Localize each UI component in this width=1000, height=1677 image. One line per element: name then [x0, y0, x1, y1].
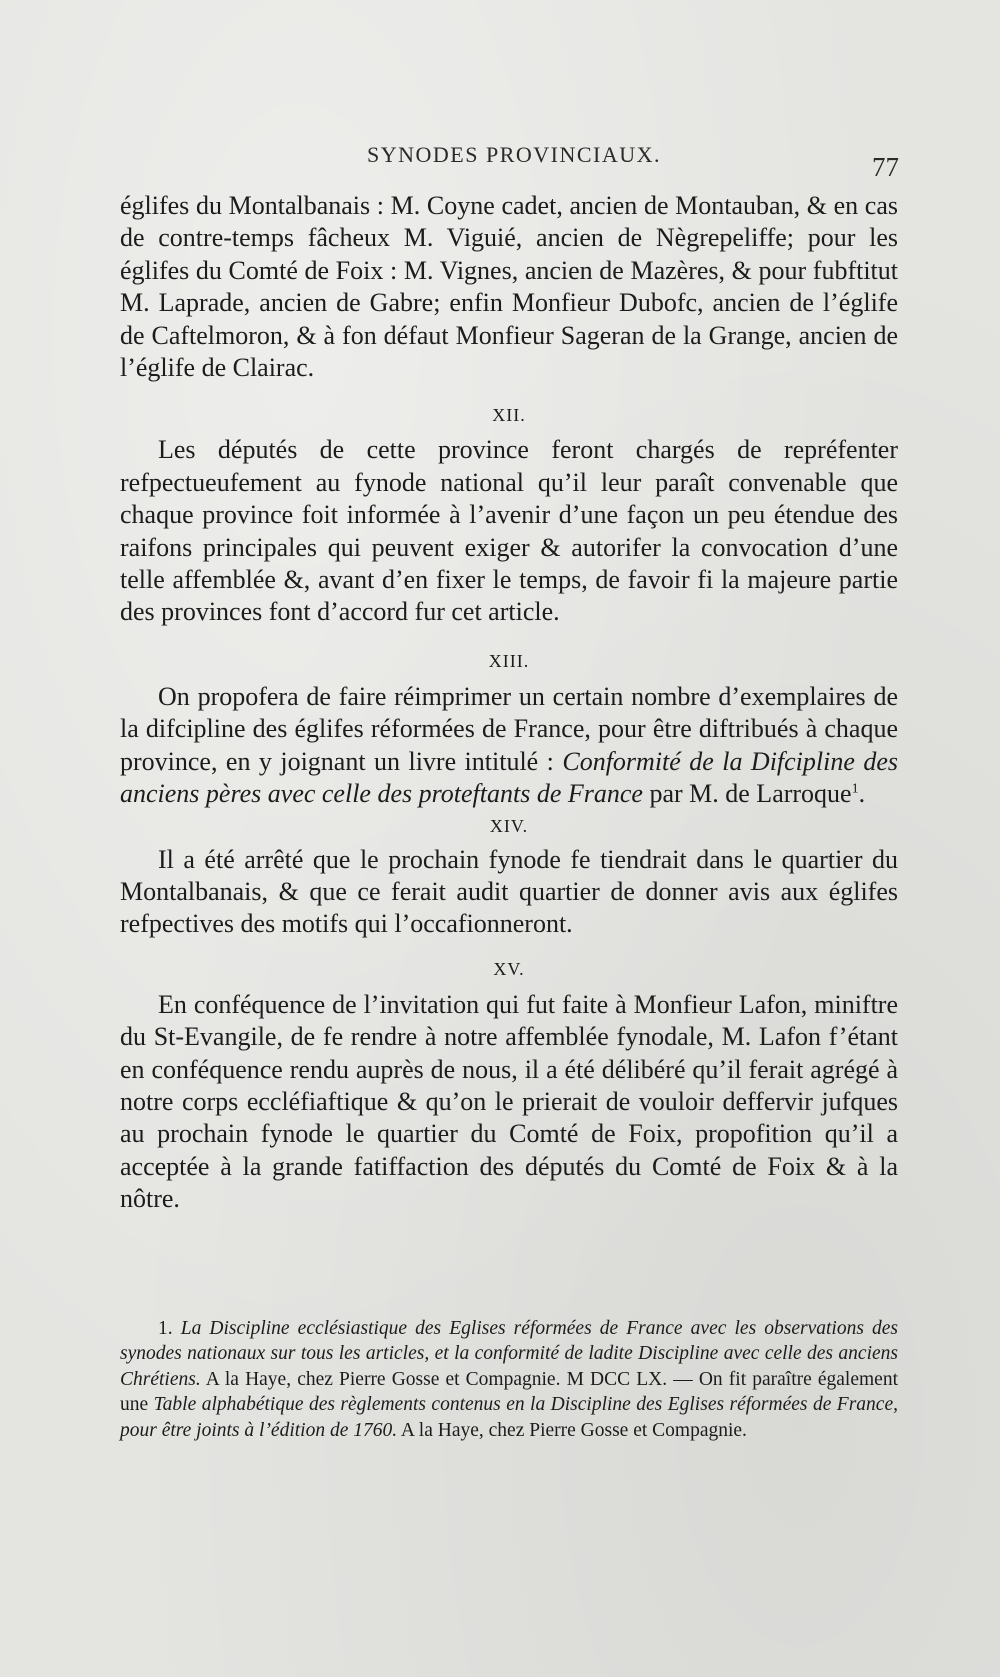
section-paragraph-xiv: Il a été arrêté que le prochain fynode fe tiendrait dans le quartier du Montalbanais, & que ce ferait audit quartier de donner avis aux églifes refpectives des motifs qui l’occafionneront. — [120, 844, 898, 939]
section-paragraph-xiii — [120, 681, 898, 811]
paragraph-end: . — [858, 779, 866, 809]
continued-paragraph: églifes du Montalbanais : M. Coyne cadet, ancien de Montauban, & en cas de contre-temps fâcheux M. Viguié, ancien de Nègrepeliffe; pour les églifes du Comté de Foix : M. Vignes, ancien de Mazères, & pour fubftitut M. Laprade, ancien de Gabre; enfin Monfieur Dubofc, ancien de l’églife de Caftelmoron, & à fon défaut Monfieur Sageran de la Grange, ancien de l’églife de Clairac. — [120, 191, 898, 383]
footnote-italic-title-2: Table alphabétique des règlements contenus en la Discipline des Eglises réformées de France, pour être joints à l’édition de 1760. — [120, 1394, 898, 1441]
section-heading-xii: XII. — [492, 405, 526, 426]
book-title-italic: Conformité de la Difcipline des anciens pères avec celle des proteftants de France — [120, 746, 899, 809]
paragraph-text: On propofera de faire réimprimer un certain nombre d’exemplaires de la difcipline des églifes réformées de France, pour être diftribués à chaque province, en y joignant un livre intitulé : — [120, 681, 898, 776]
paragraph-text-after: par M. de Larroque — [642, 779, 852, 809]
section-heading-xv: XV. — [493, 958, 525, 979]
footnote-italic-title: La Discipline ecclésiastique des Eglises réformées de France avec les observations des synodes nationaux sur tous les articles, et la conformité de ladite Discipline avec celle des anciens Chrétiens. — [120, 1318, 899, 1390]
page-number: 77 — [872, 152, 899, 182]
footnote-number: 1. — [158, 1318, 173, 1339]
section-paragraph-xv: En conféquence de l’invitation qui fut faite à Monfieur Lafon, miniftre du St-Evangile, de fe rendre à notre affemblée fynodale, M. Lafon f’étant en conféquence rendu auprès de nous, il a été délibéré qu’il ferait agrégé à notre corps eccléfiaftique & qu’on le prierait de vouloir deffervir jufques au prochain fynode le quartier du Comté de Foix, propofition qu’il a acceptée à la grande fatiffaction des députés du Comté de Foix & à la nôtre. — [120, 989, 898, 1214]
section-heading-xiv: XIV. — [489, 815, 529, 836]
section-paragraph-xii: Les députés de cette province feront chargés de repréfenter refpectueufement au fynode national qu’il leur paraît convenable que chaque province foit informée à l’avenir d’une façon un peu étendue des raifons principales qui peuvent exiger & autorifer la convocation d’une telle affemblée &, avant d’en fixer le temps, de favoir fi la majeure partie des provinces font d’accord fur cet article. — [120, 435, 898, 627]
main-text — [120, 190, 898, 1216]
footnote-marker[interactable]: 1 — [851, 781, 859, 797]
footnote-text: A la Haye, chez Pierre Gosse et Compagnie. M DCC LX. — On fit paraître également une — [120, 1368, 898, 1416]
footnote — [120, 1316, 898, 1443]
footnote-text-2: A la Haye, chez Pierre Gosse et Compagnie. — [397, 1419, 747, 1441]
section-heading-xiii: XIII. — [488, 650, 530, 671]
running-title: SYNODES PROVINCIAUX. — [367, 142, 662, 167]
